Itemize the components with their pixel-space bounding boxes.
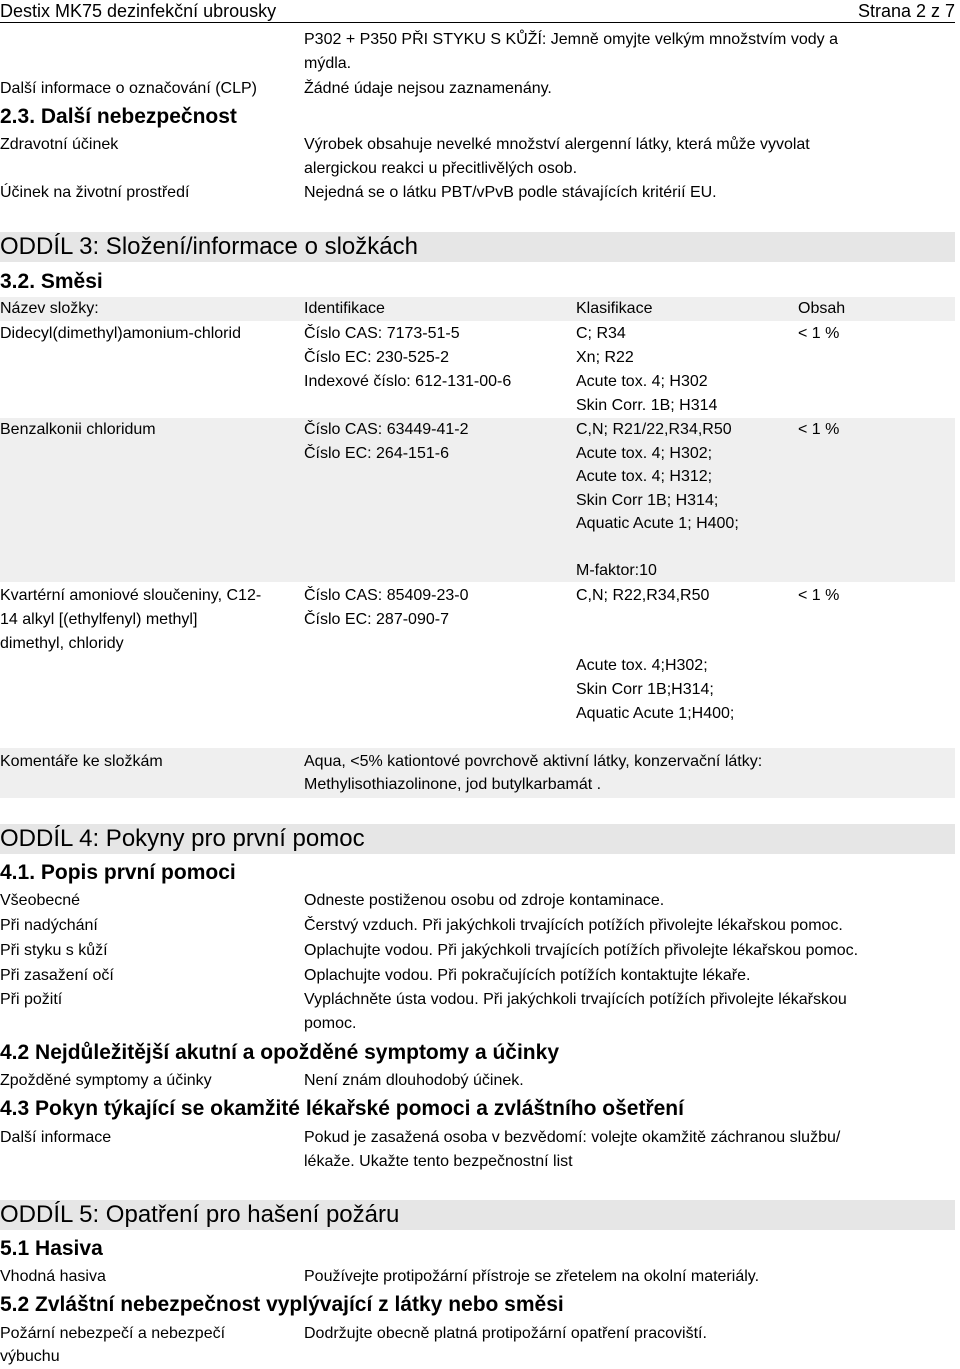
fire-hazard-label-line1: Požární nebezpečí a nebezpečí: [0, 1325, 226, 1342]
col-header-name: Název složky:: [0, 300, 99, 317]
p302-line1: P302 + P350 PŘI STYKU S KŮŽÍ: Jemně omyjte velkým množstvím vody a: [304, 31, 838, 48]
first-aid-value-ingestion-line2: pomoc.: [304, 1015, 357, 1032]
table-row-2-shade: [0, 418, 955, 582]
section-4-3-title: 4.3 Pokyn týkající se okamžité lékařské pomoci a zvláštního ošetření: [0, 1097, 684, 1120]
first-aid-label-skin: Při styku s kůží: [0, 942, 108, 959]
health-effect-label: Zdravotní účinek: [0, 136, 119, 153]
table-row-1-id: Číslo CAS: 7173-51-5: [304, 325, 460, 342]
other-info-label: Další informace: [0, 1129, 112, 1146]
table-row-1-class: Acute tox. 4; H302: [576, 373, 708, 390]
section-3-2-title: 3.2. Směsi: [0, 270, 103, 293]
delayed-label: Zpožděné symptomy a účinky: [0, 1072, 212, 1089]
table-row-2-class: Aquatic Acute 1; H400;: [576, 515, 739, 532]
table-row-3-content: < 1 %: [798, 587, 840, 604]
table-row-1-class: C; R34: [576, 325, 626, 342]
table-row-1-name: Didecyl(dimethyl)amonium-chlorid: [0, 325, 241, 342]
header-rule: [0, 22, 955, 23]
fire-hazard-value: Dodržujte obecně platná protipožární opatření pracoviští.: [304, 1325, 707, 1342]
comment-line2: Methylisothiazolinone, jod butylkarbamát .: [304, 776, 602, 793]
p302-line2: mýdla.: [304, 55, 352, 72]
section-4-2-title: 4.2 Nejdůležitější akutní a opožděné symptomy a účinky: [0, 1041, 559, 1064]
other-info-line1: Pokud je zasažená osoba v bezvědomí: volejte okamžitě záchranou službu/: [304, 1129, 841, 1146]
env-effect-value: Nejedná se o látku PBT/vPvB podle stávajících kritérií EU.: [304, 184, 717, 201]
table-row-2-class: C,N; R21/22,R34,R50: [576, 421, 732, 438]
document-title: Destix MK75 dezinfekční ubrousky: [0, 1, 277, 21]
table-row-3-class: C,N; R22,R34,R50: [576, 587, 710, 604]
table-row-2-content: < 1 %: [798, 421, 840, 438]
table-row-2-id: Číslo CAS: 63449-41-2: [304, 421, 469, 438]
page-number: Strana 2 z 7: [857, 1, 955, 21]
table-row-3-id: Číslo CAS: 85409-23-0: [304, 587, 469, 604]
col-header-classification: Klasifikace: [576, 300, 653, 317]
table-row-3-name: Kvartérní amoniové sloučeniny, C12-: [0, 587, 262, 604]
clp-label: Další informace o označování (CLP): [0, 80, 257, 97]
first-aid-label-ingestion: Při požití: [0, 991, 63, 1008]
col-header-identification: Identifikace: [304, 300, 385, 317]
section-2-3-title: 2.3. Další nebezpečnost: [0, 105, 237, 128]
table-row-1-id: Indexové číslo: 612-131-00-6: [304, 373, 512, 390]
table-row-2-class: Acute tox. 4; H312;: [576, 468, 713, 485]
extinguishing-media-label: Vhodná hasiva: [0, 1268, 106, 1285]
section-3-title: ODDÍL 3: Složení/informace o složkách: [0, 232, 955, 262]
section-4-1-title: 4.1. Popis první pomoci: [0, 861, 236, 884]
clp-value: Žádné údaje nejsou zaznamenány.: [304, 80, 552, 97]
table-row-3-name: 14 alkyl [(ethylfenyl) methyl]: [0, 611, 198, 628]
table-row-3-class: Acute tox. 4;H302;: [576, 657, 708, 674]
health-effect-line2: alergickou reakci u přecitlivělých osob.: [304, 160, 578, 177]
table-row-2-class: Acute tox. 4; H302;: [576, 445, 713, 462]
first-aid-value-general: Odneste postiženou osobu od zdroje kontaminace.: [304, 892, 665, 909]
section-5-title: ODDÍL 5: Opatření pro hašení požáru: [0, 1200, 955, 1230]
section-5-1-title: 5.1 Hasiva: [0, 1237, 103, 1260]
table-row-3-class: Aquatic Acute 1;H400;: [576, 705, 735, 722]
env-effect-label: Účinek na životní prostředí: [0, 184, 190, 201]
col-header-content: Obsah: [798, 300, 846, 317]
table-row-1-class: Xn; R22: [576, 349, 634, 366]
table-row-2-class: M-faktor:10: [576, 562, 657, 579]
first-aid-label-inhalation: Při nadýchání: [0, 917, 98, 934]
first-aid-label-eyes: Při zasažení očí: [0, 967, 114, 984]
delayed-value: Není znám dlouhodobý účinek.: [304, 1072, 524, 1089]
first-aid-value-skin: Oplachujte vodou. Při jakýchkoli trvajících potížích přivolejte lékařskou pomoc.: [304, 942, 859, 959]
extinguishing-media-value: Používejte protipožární přístroje se zřetelem na okolní materiály.: [304, 1268, 760, 1285]
other-info-line2: lékaže. Ukažte tento bezpečnostní list: [304, 1153, 573, 1170]
comment-line1: Aqua, <5% kationtové povrchově aktivní látky, konzervační látky:: [304, 753, 763, 770]
section-5-2-title: 5.2 Zvláštní nebezpečnost vyplývající z látky nebo směsi: [0, 1293, 564, 1316]
fire-hazard-label-line2: výbuchu: [0, 1348, 60, 1365]
first-aid-value-inhalation: Čerstvý vzduch. Při jakýchkoli trvajících potížích přivolejte lékařskou pomoc.: [304, 917, 843, 934]
table-row-1-content: < 1 %: [798, 325, 840, 342]
table-row-3-class: Skin Corr 1B;H314;: [576, 681, 714, 698]
first-aid-value-eyes: Oplachujte vodou. Při pokračujících potížích kontaktujte lékaře.: [304, 967, 751, 984]
section-4-title: ODDÍL 4: Pokyny pro první pomoc: [0, 824, 955, 854]
table-row-1-id: Číslo EC: 230-525-2: [304, 349, 449, 366]
table-row-2-id: Číslo EC: 264-151-6: [304, 445, 449, 462]
comment-label: Komentáře ke složkám: [0, 753, 163, 770]
table-row-2-name: Benzalkonii chloridum: [0, 421, 156, 438]
table-row-1-class: Skin Corr. 1B; H314: [576, 397, 718, 414]
first-aid-label-general: Všeobecné: [0, 892, 81, 909]
first-aid-value-ingestion: Vypláchněte ústa vodou. Při jakýchkoli trvajících potížích přivolejte lékařskou: [304, 991, 847, 1008]
table-row-3-id: Číslo EC: 287-090-7: [304, 611, 449, 628]
table-row-3-name: dimethyl, chloridy: [0, 635, 124, 652]
health-effect-line1: Výrobek obsahuje nevelké množství alergenní látky, která může vyvolat: [304, 136, 810, 153]
table-row-2-class: Skin Corr 1B; H314;: [576, 492, 719, 509]
